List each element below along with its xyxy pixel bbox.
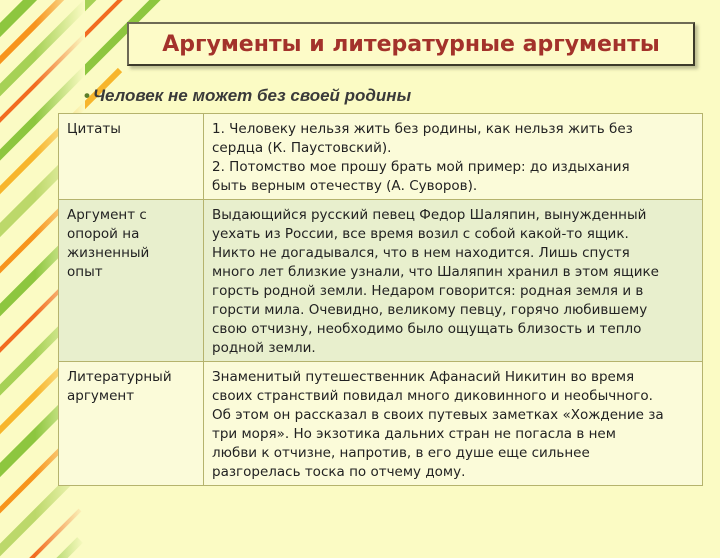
row-content: Выдающийся русский певец Федор Шаляпин, вынужденный уехать из России, все время возил с собой какой-то ящик. Никто не догадывался, что в нем находится. Лишь спустя много лет близкие узнали, что Шаляпин хранил в этом ящике горсть родной земли. Недаром говорится: родная земля и в горсти мила. Очевидно, великому певцу, горячо любившему свою отчизну, необходимо было ощущать близость и тепло родной земли.	[204, 200, 703, 362]
slide-subtitle	[84, 86, 411, 106]
slide-title: Аргументы и литературные аргументы	[162, 31, 660, 57]
arguments-table	[58, 113, 703, 486]
subtitle-text: Человек не может без своей родины	[92, 86, 412, 105]
table-row-life-argument	[59, 200, 703, 362]
title-box	[127, 22, 695, 66]
bullet-icon: •	[84, 86, 90, 105]
row-label: Аргумент с опорой на жизненный опыт	[59, 200, 204, 362]
row-content: 1. Человеку нельзя жить без родины, как нельзя жить без сердца (К. Паустовский). 2. Потомство мое прошу брать мой пример: до издыхания быть верным отечеству (А. Суворов).	[204, 114, 703, 200]
row-label: Цитаты	[59, 114, 204, 200]
table-row-quotes	[59, 114, 703, 200]
row-label: Литературный аргумент	[59, 362, 204, 486]
row-content: Знаменитый путешественник Афанасий Никитин во время своих странствий повидал много диковинного и необычного. Об этом он рассказал в своих путевых заметках «Хождение за три моря». Но экзотика дальних стран не погасла в нем любви к отчизне, напротив, в его душе еще сильнее разгорелась тоска по отчему дому.	[204, 362, 703, 486]
table-row-literary-argument	[59, 362, 703, 486]
